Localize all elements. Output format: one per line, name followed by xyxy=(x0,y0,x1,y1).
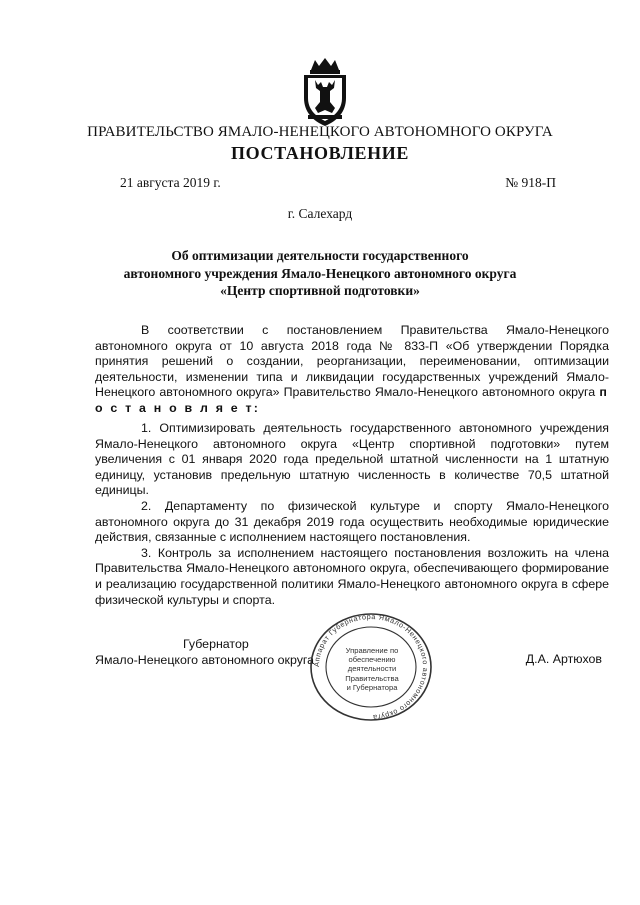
stamp-center-text xyxy=(330,646,414,692)
document-subject xyxy=(80,247,560,300)
stamp-ring-text: Аппарат Губернатора Ямало-Ненецкого автономного округа xyxy=(311,612,431,722)
decree-item: 3. Контроль за исполнением настоящего постановления возложить на члена Правительства Ямало-Ненецкого автономного округа, обеспечивающего формирование и реализацию государственной политики Ямало-Ненецкого автономного округа в сфере физической культуры и спорта. xyxy=(95,545,609,607)
signature-organization: Ямало-Ненецкого автономного округа xyxy=(95,653,315,667)
subject-line: Об оптимизации деятельности государственного xyxy=(171,248,469,263)
signature-name: Д.А. Артюхов xyxy=(525,652,602,666)
document-city: г. Салехард xyxy=(287,206,353,221)
stamp-line: Управление по xyxy=(345,646,399,655)
subject-line: «Центр спортивной подготовки» xyxy=(220,283,420,298)
decree-word: п о с т а н о в л я е т: xyxy=(95,385,609,415)
stamp-line: и Губернатора xyxy=(346,682,398,692)
decree-item: 2. Департаменту по физической культуре и спорту Ямало-Ненецкого автономного округа до 31 декабря 2019 года осуществить необходимые юридические действия, связанные с исполнением настоящего постановления. xyxy=(95,498,609,545)
document-type: ПОСТАНОВЛЕНИЕ xyxy=(231,143,409,163)
signature-position xyxy=(95,636,325,668)
yamal-nenets-coat-of-arms-icon xyxy=(297,58,353,128)
stamp-line: деятельности xyxy=(347,664,397,674)
preamble-text: В соответствии с постановлением Правительства Ямало-Ненецкого автономного округа от 10 августа 2018 года № 833-П «Об утверждении Порядка принятия решений о создании, реорганизации, переименовании, оптимизации деятельности, изменении типа и ликвидации государственных учреждений Ямало-Ненецкого автономного округа» Правительство Ямало-Ненецкого автономного округа xyxy=(95,323,609,400)
government-name: ПРАВИТЕЛЬСТВО ЯМАЛО-НЕНЕЦКОГО АВТОНОМНОГО ОКРУГА xyxy=(87,124,553,140)
document-date: 21 августа 2019 г. xyxy=(120,175,221,190)
stamp-line: обеспечению xyxy=(348,655,396,665)
decree-item: 1. Оптимизировать деятельность государственного автономного учреждения Ямало-Ненецкого автономного округа «Центр спортивной подготовки» путем увеличения с 01 января 2020 года предельной штатной численности на 1 штатную единицу, установив предельную штатную численность в количестве 70,5 штатной единицы. xyxy=(95,421,609,498)
decree-items xyxy=(95,421,609,608)
subject-line: автономного учреждения Ямало-Ненецкого автономного округа xyxy=(123,265,517,281)
preamble-paragraph xyxy=(95,323,609,417)
signature-title: Губернатор xyxy=(183,637,249,651)
document-number: № 918-П xyxy=(505,175,556,190)
stamp-line: Правительства xyxy=(345,673,399,683)
